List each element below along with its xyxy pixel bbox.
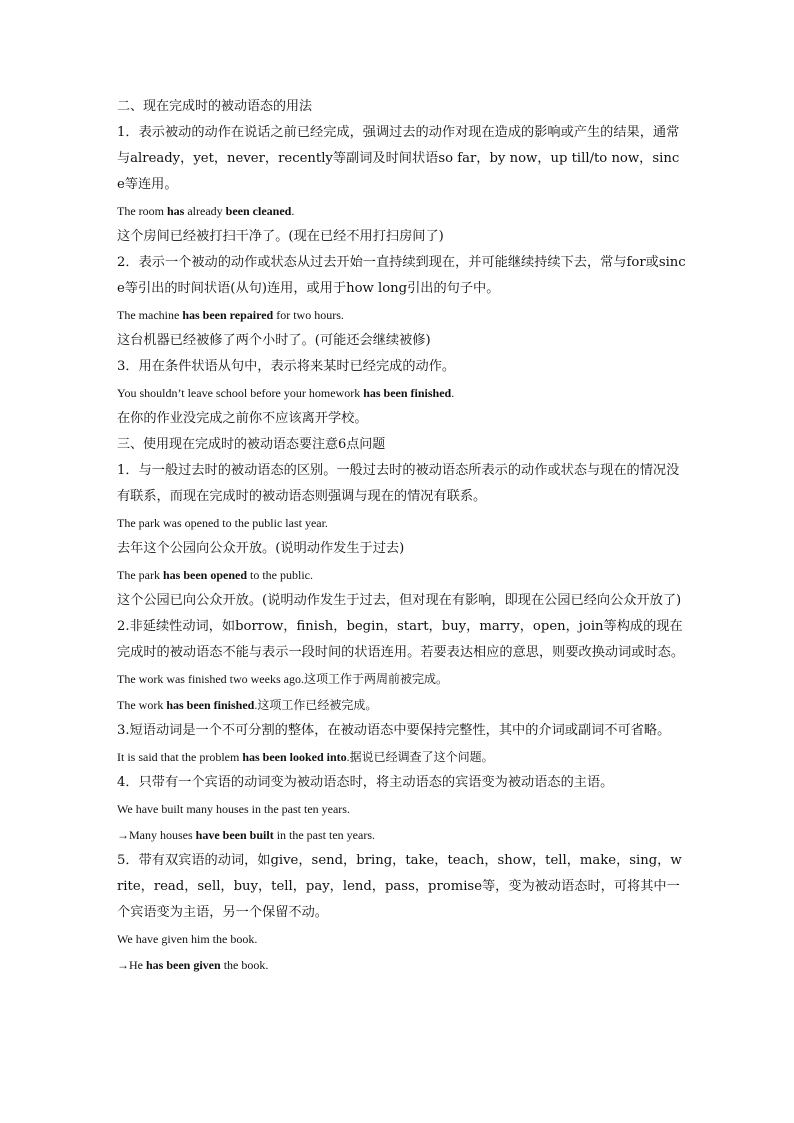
example-mixed: The work was finished two weeks ago.这项工作于两周前被完成。 (117, 672, 448, 686)
rule-1: 1．表示被动的动作在说话之前已经完成，强调过去的动作对现在造成的影响或产生的结果，通常与already，yet，never，recently等副词及时间状语so far，by now，up till/to now，since等连用。 (117, 125, 680, 192)
example-mixed: It is said that the problem has been looked into.据说已经调查了这个问题。 (117, 750, 494, 764)
example-cn: 这台机器已经被修了两个小时了。(可能还会继续被修) (117, 333, 431, 348)
example-cn: 这个公园已向公众开放。(说明动作发生于过去，但对现在有影响，即现在公园已经向公众开放了) (117, 593, 682, 608)
example-en: The room has already been cleaned. (117, 204, 295, 218)
note-1: 1．与一般过去时的被动语态的区别。一般过去时的被动语态所表示的动作或状态与现在的情况没有联系，而现在完成时的被动语态则强调与现在的情况有联系。 (117, 463, 680, 504)
rule-2: 2．表示一个被动的动作或状态从过去开始一直持续到现在，并可能继续持续下去，常与for或since等引出的时间状语(从句)连用，或用于how long引出的句子中。 (117, 255, 686, 296)
section-heading-notes: 三、使用现在完成时的被动语态要注意6点问题 (117, 437, 386, 452)
example-cn: 这个房间已经被打扫干净了。(现在已经不用打扫房间了) (117, 229, 444, 244)
example-en: We have given him the book. (117, 932, 258, 946)
example-en: →He has been given the book. (117, 958, 269, 972)
example-mixed: The work has been finished.这项工作已经被完成。 (117, 698, 378, 712)
example-en: The park has been opened to the public. (117, 568, 314, 582)
note-4: 4．只带有一个宾语的动词变为被动语态时，将主动语态的宾语变为被动语态的主语。 (117, 775, 614, 790)
note-3: 3.短语动词是一个不可分割的整体，在被动语态中要保持完整性，其中的介词或副词不可省略。 (117, 723, 671, 738)
note-2: 2.非延续性动词，如borrow，finish，begin，start，buy，marry，open，join等构成的现在完成时的被动语态不能与表示一段时间的状语连用。若要表达相应的意思，则要改换动词或时态。 (117, 619, 685, 660)
example-en: You shouldn’t leave school before your homework has been finished. (117, 386, 455, 400)
rule-3: 3．用在条件状语从句中，表示将来某时已经完成的动作。 (117, 359, 456, 374)
example-cn: 在你的作业没完成之前你不应该离开学校。 (117, 411, 368, 426)
example-en: →Many houses have been built in the past ten years. (117, 828, 375, 842)
example-en: We have built many houses in the past ten years. (117, 802, 350, 816)
note-5: 5．带有双宾语的动词，如give，send，bring，take，teach，show，tell，make，sing，write，read，sell，buy，tell，pay，lend，pass，promise等，变为被动语态时，可将其中一个宾语变为主语，另一个保留不动。 (117, 853, 682, 920)
example-en: The machine has been repaired for two hours. (117, 308, 344, 322)
example-en: The park was opened to the public last year. (117, 516, 328, 530)
example-cn: 去年这个公园向公众开放。(说明动作发生于过去) (117, 541, 405, 556)
document-body (117, 94, 687, 978)
section-heading-usage: 二、现在完成时的被动语态的用法 (117, 99, 313, 114)
